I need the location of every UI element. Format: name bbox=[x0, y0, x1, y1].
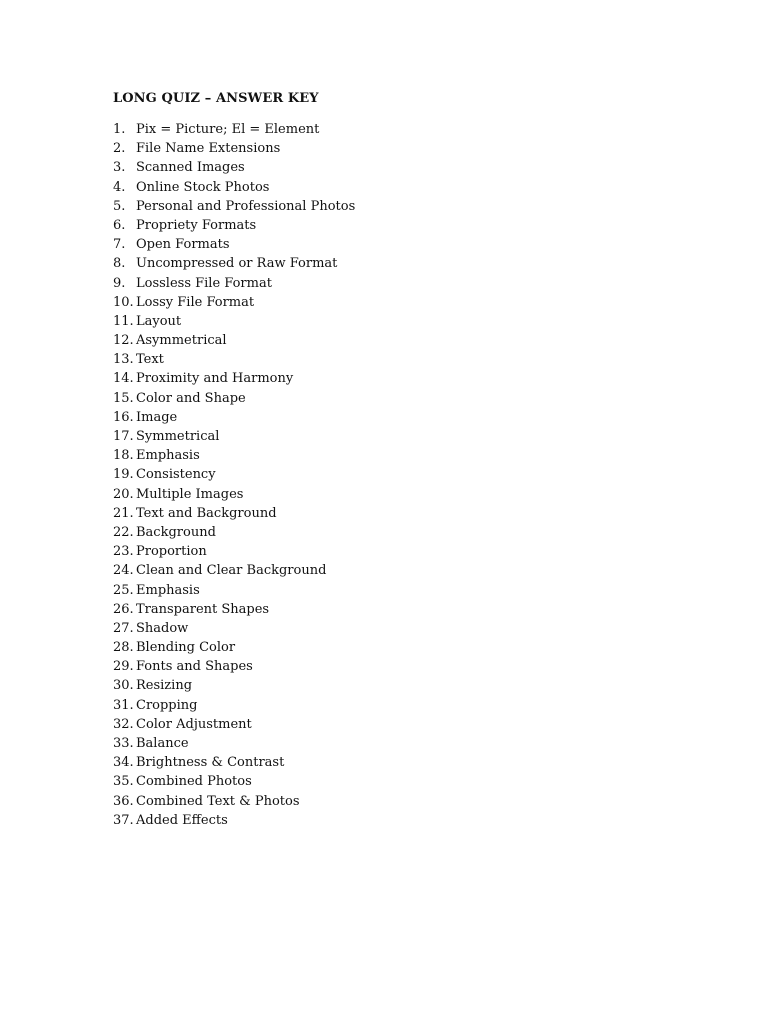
answer-item bbox=[113, 139, 355, 158]
answer-number: 37. bbox=[113, 812, 134, 828]
answer-text: Combined Photos bbox=[136, 774, 252, 790]
answer-number: 1. bbox=[113, 122, 126, 137]
answer-number: 6. bbox=[113, 217, 126, 233]
answer-item bbox=[113, 600, 355, 619]
answer-number: 12. bbox=[113, 333, 134, 349]
answer-item bbox=[113, 178, 355, 197]
answer-number: 15. bbox=[113, 390, 134, 406]
answer-item bbox=[113, 293, 355, 312]
answer-text: Blending Color bbox=[136, 640, 236, 656]
answer-item bbox=[113, 792, 355, 811]
answer-number: 8. bbox=[113, 256, 126, 272]
answer-text: Proximity and Harmony bbox=[136, 371, 294, 387]
answer-number: 10. bbox=[113, 294, 134, 310]
answer-item bbox=[113, 274, 355, 293]
answer-number: 33. bbox=[113, 736, 134, 751]
answer-text: Cropping bbox=[136, 697, 198, 713]
answer-text: Emphasis bbox=[136, 582, 200, 598]
answer-number: 9. bbox=[113, 275, 126, 291]
answer-item bbox=[113, 485, 355, 504]
answer-text: Asymmetrical bbox=[136, 333, 227, 349]
answer-item bbox=[113, 427, 355, 446]
answer-item bbox=[113, 638, 355, 657]
answer-text: Proportion bbox=[136, 544, 207, 560]
answer-number: 19. bbox=[113, 467, 134, 483]
answer-item bbox=[113, 753, 355, 772]
answer-text: Lossy File Format bbox=[136, 294, 255, 310]
answer-item bbox=[113, 120, 355, 139]
answer-number: 5. bbox=[113, 198, 126, 214]
answer-number: 25. bbox=[113, 582, 134, 598]
answer-text: Color Adjustment bbox=[136, 716, 252, 732]
answer-number: 29. bbox=[113, 659, 134, 675]
answer-item bbox=[113, 331, 355, 350]
answer-item bbox=[113, 389, 355, 408]
answer-text: Layout bbox=[136, 313, 182, 329]
answer-text: Background bbox=[136, 524, 216, 540]
answer-number: 17. bbox=[113, 429, 134, 444]
document-title: LONG QUIZ – ANSWER KEY bbox=[113, 91, 319, 106]
answer-item bbox=[113, 158, 355, 177]
answer-number: 30. bbox=[113, 678, 134, 694]
answer-item bbox=[113, 657, 355, 676]
answer-text: Combined Text & Photos bbox=[136, 793, 300, 809]
answer-number: 26. bbox=[113, 601, 134, 617]
answer-text: Scanned Images bbox=[136, 160, 245, 176]
answer-number: 18. bbox=[113, 448, 134, 464]
answer-number: 36. bbox=[113, 793, 134, 809]
answer-text: Pix = Picture; El = Element bbox=[136, 122, 320, 137]
answer-number: 14. bbox=[113, 371, 134, 387]
answer-item bbox=[113, 254, 355, 273]
answer-item bbox=[113, 772, 355, 791]
answer-number: 34. bbox=[113, 755, 134, 771]
answer-number: 32. bbox=[113, 716, 134, 732]
answer-text: Shadow bbox=[136, 620, 189, 636]
answer-item bbox=[113, 715, 355, 734]
answer-item bbox=[113, 561, 355, 580]
answer-text: Propriety Formats bbox=[136, 217, 257, 233]
answer-number: 23. bbox=[113, 544, 134, 560]
answer-text: Resizing bbox=[136, 678, 193, 694]
answer-text: Symmetrical bbox=[136, 429, 220, 444]
answer-text: Clean and Clear Background bbox=[136, 563, 327, 579]
answer-item bbox=[113, 734, 355, 753]
answer-text: Fonts and Shapes bbox=[136, 659, 253, 675]
answer-item bbox=[113, 542, 355, 561]
answer-number: 11. bbox=[113, 313, 134, 329]
answer-number: 24. bbox=[113, 563, 134, 579]
answer-item bbox=[113, 197, 355, 216]
answer-number: 27. bbox=[113, 620, 134, 636]
answer-text: Personal and Professional Photos bbox=[136, 198, 356, 214]
answer-item bbox=[113, 581, 355, 600]
answer-item bbox=[113, 350, 355, 369]
answer-text: Multiple Images bbox=[136, 486, 244, 502]
answer-number: 28. bbox=[113, 640, 134, 656]
answer-text: Added Effects bbox=[136, 812, 228, 828]
answer-number: 13. bbox=[113, 352, 134, 368]
answer-text: Lossless File Format bbox=[136, 275, 272, 291]
answer-item bbox=[113, 504, 355, 523]
answer-text: Consistency bbox=[136, 467, 216, 483]
answer-text: Brightness & Contrast bbox=[136, 755, 285, 771]
answer-text: File Name Extensions bbox=[136, 141, 281, 157]
answer-item bbox=[113, 235, 355, 254]
answer-number: 3. bbox=[113, 160, 126, 176]
answer-number: 4. bbox=[113, 179, 126, 195]
answer-item bbox=[113, 696, 355, 715]
answer-item bbox=[113, 446, 355, 465]
answer-number: 2. bbox=[113, 141, 126, 157]
answer-text: Emphasis bbox=[136, 448, 200, 464]
answer-item bbox=[113, 465, 355, 484]
answer-list bbox=[113, 120, 355, 830]
answer-item bbox=[113, 408, 355, 427]
answer-number: 20. bbox=[113, 486, 134, 502]
answer-item bbox=[113, 523, 355, 542]
answer-item bbox=[113, 811, 355, 830]
answer-number: 7. bbox=[113, 237, 126, 253]
answer-text: Open Formats bbox=[136, 237, 230, 253]
answer-number: 35. bbox=[113, 774, 134, 790]
answer-text: Uncompressed or Raw Format bbox=[136, 256, 338, 272]
answer-text: Image bbox=[136, 409, 178, 425]
answer-item bbox=[113, 369, 355, 388]
answer-text: Transparent Shapes bbox=[136, 601, 270, 617]
answer-item bbox=[113, 216, 355, 235]
answer-item bbox=[113, 312, 355, 331]
answer-number: 21. bbox=[113, 505, 134, 521]
answer-number: 16. bbox=[113, 409, 134, 425]
answer-text: Online Stock Photos bbox=[136, 179, 270, 195]
answer-number: 22. bbox=[113, 524, 134, 540]
answer-text: Text and Background bbox=[136, 505, 277, 521]
answer-text: Text bbox=[136, 352, 164, 368]
answer-text: Color and Shape bbox=[136, 390, 246, 406]
answer-text: Balance bbox=[136, 736, 189, 751]
answer-item bbox=[113, 676, 355, 695]
answer-number: 31. bbox=[113, 697, 134, 713]
answer-item bbox=[113, 619, 355, 638]
